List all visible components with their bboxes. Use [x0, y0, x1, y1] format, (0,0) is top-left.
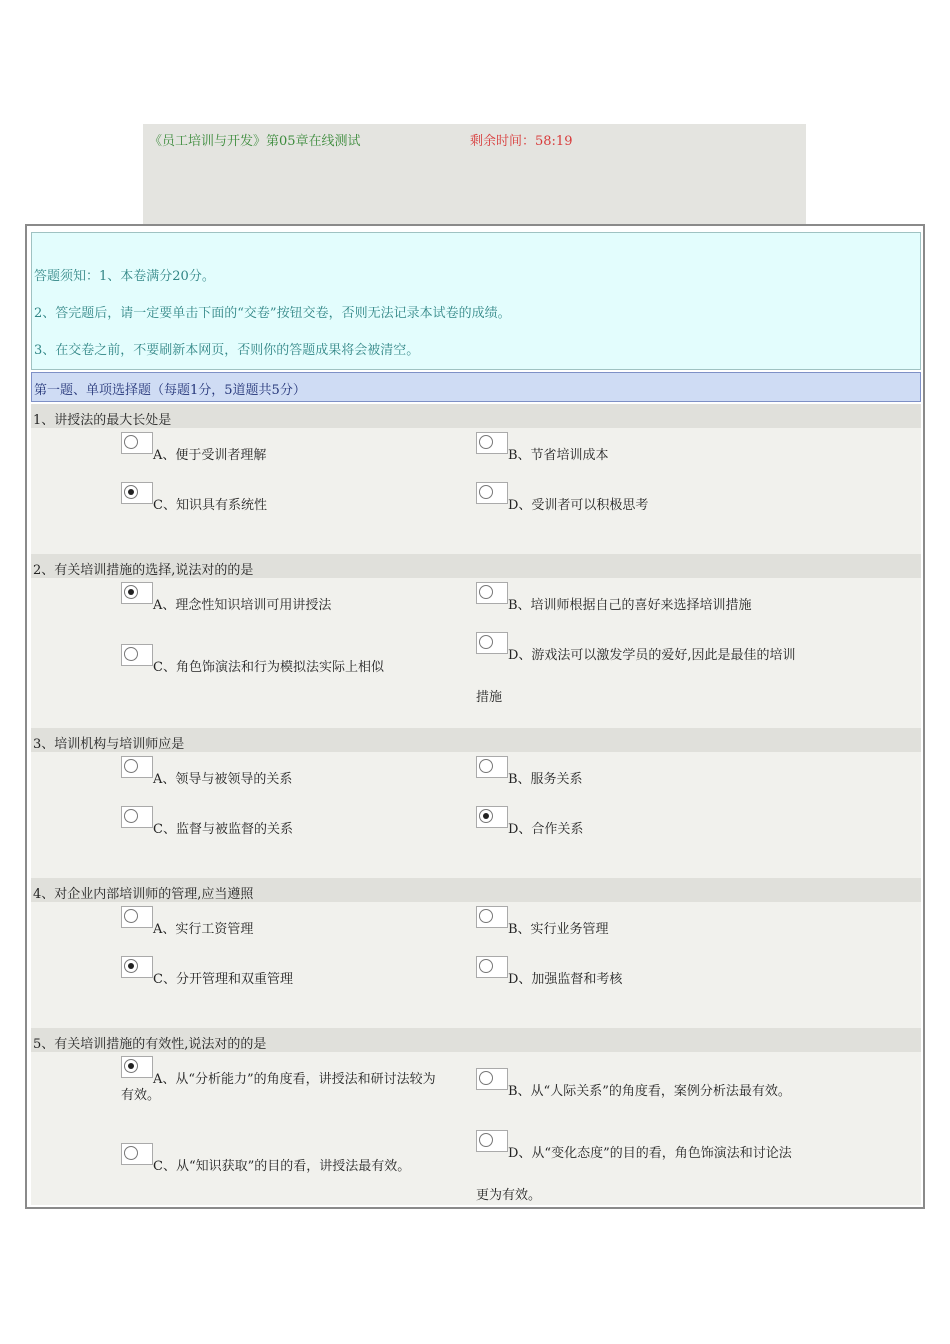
- option-b-label: B、服务关系: [508, 772, 583, 787]
- option-b-radio[interactable]: [476, 906, 508, 928]
- option-b-label: B、节省培训成本: [508, 448, 609, 463]
- option-b-radio[interactable]: [476, 432, 508, 454]
- exam-frame: [25, 224, 925, 1209]
- option-c-radio[interactable]: [121, 806, 153, 828]
- option-d-label: D、合作关系: [508, 822, 584, 837]
- question-stem: 3、培训机构与培训师应是: [31, 728, 921, 752]
- question-3: [31, 728, 921, 878]
- option-a-label: A、领导与被领导的关系: [153, 772, 293, 787]
- option-d-label-continued: 更为有效。: [476, 1188, 542, 1203]
- option-b-radio[interactable]: [476, 1068, 508, 1090]
- option-d-label: D、加强监督和考核: [508, 972, 623, 987]
- option-b-radio[interactable]: [476, 582, 508, 604]
- option-a-radio[interactable]: [121, 906, 153, 928]
- option-d-label: D、受训者可以积极思考: [508, 498, 649, 513]
- option-c-label: C、监督与被监督的关系: [153, 822, 293, 837]
- option-d-radio[interactable]: [476, 1130, 508, 1152]
- option-c-radio[interactable]: [121, 1143, 153, 1165]
- option-d-radio[interactable]: [476, 482, 508, 504]
- option-a-label: A、理念性知识培训可用讲授法: [153, 598, 332, 613]
- option-c-label: C、知识具有系统性: [153, 498, 267, 513]
- option-a-label: A、从“分析能力”的角度看，讲授法和研讨法较为: [153, 1072, 436, 1087]
- instruction-line-2: 2、答完题后，请一定要单击下面的“交卷”按钮交卷，否则无法记录本试卷的成绩。: [34, 306, 511, 321]
- question-5: [31, 1028, 921, 1205]
- option-d-label: D、从“变化态度”的目的看，角色饰演法和讨论法: [508, 1146, 792, 1161]
- question-4: [31, 878, 921, 1028]
- remaining-time: 剩余时间：58:19: [470, 134, 573, 149]
- option-a-label: A、实行工资管理: [153, 922, 254, 937]
- option-c-radio[interactable]: [121, 644, 153, 666]
- option-b-label: B、从“人际关系”的角度看，案例分析法最有效。: [508, 1084, 791, 1099]
- option-a-label-continued: 有效。: [121, 1088, 161, 1103]
- option-c-radio[interactable]: [121, 482, 153, 504]
- option-a-radio[interactable]: [121, 756, 153, 778]
- option-c-radio[interactable]: [121, 956, 153, 978]
- question-stem: 5、有关培训措施的有效性,说法对的的是: [31, 1028, 921, 1052]
- question-stem: 1、讲授法的最大长处是: [31, 404, 921, 428]
- question-2: [31, 554, 921, 728]
- option-d-radio[interactable]: [476, 806, 508, 828]
- test-title: 《员工培训与开发》第05章在线测试: [149, 134, 361, 149]
- option-d-radio[interactable]: [476, 956, 508, 978]
- option-a-radio[interactable]: [121, 582, 153, 604]
- option-d-radio[interactable]: [476, 632, 508, 654]
- instruction-line-3: 3、在交卷之前，不要刷新本网页，否则你的答题成果将会被清空。: [34, 343, 420, 358]
- section-header: [31, 372, 921, 402]
- option-d-label-continued: 措施: [476, 690, 503, 705]
- section-title: 第一题、单项选择题（每题1分，5道题共5分）: [34, 383, 306, 398]
- question-stem: 4、对企业内部培训师的管理,应当遵照: [31, 878, 921, 902]
- question-1: [31, 404, 921, 554]
- instructions-panel: [31, 232, 921, 370]
- option-d-label: D、游戏法可以激发学员的爱好,因此是最佳的培训: [508, 648, 796, 663]
- test-header: [143, 124, 806, 224]
- question-stem: 2、有关培训措施的选择,说法对的的是: [31, 554, 921, 578]
- option-b-radio[interactable]: [476, 756, 508, 778]
- option-a-radio[interactable]: [121, 432, 153, 454]
- option-a-radio[interactable]: [121, 1056, 153, 1078]
- option-c-label: C、从“知识获取”的目的看，讲授法最有效。: [153, 1159, 411, 1174]
- option-a-label: A、便于受训者理解: [153, 448, 267, 463]
- instruction-line-1: 答题须知：1、本卷满分20分。: [34, 269, 215, 284]
- option-b-label: B、培训师根据自己的喜好来选择培训措施: [508, 598, 752, 613]
- option-b-label: B、实行业务管理: [508, 922, 609, 937]
- option-c-label: C、分开管理和双重管理: [153, 972, 293, 987]
- option-c-label: C、角色饰演法和行为模拟法实际上相似: [153, 660, 384, 675]
